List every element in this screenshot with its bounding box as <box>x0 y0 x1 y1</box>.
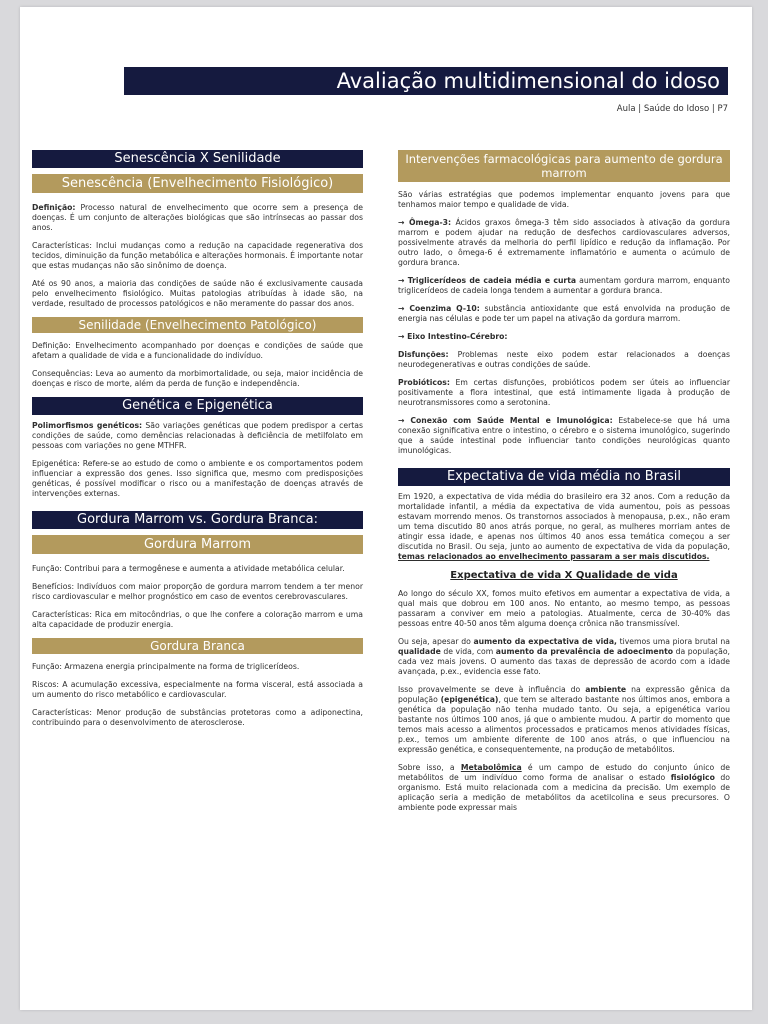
disfuncoes-paragraph: Disfunções: Problemas neste eixo podem estar relacionados a doenças neurodegenerativas e outras condições de saúde. <box>398 350 730 369</box>
branca-caracteristicas: Características: Menor produção de substâncias protetoras como a adiponectina, contribuindo para o desenvolvimento de aterosclerose. <box>32 708 363 727</box>
triglicerideos-paragraph: → Triglicerídeos de cadeia média e curta aumentam gordura marrom, enquanto triglicerídeos de cadeia longa tendem a aumentar a gordura branca. <box>398 276 730 295</box>
eixo-heading: → Eixo Intestino-Cérebro: <box>398 332 508 341</box>
senilidade-definition: Definição: Envelhecimento acompanhado por doenças e condições de saúde que afetam a qualidade de vida e a funcionalidade do indivíduo. <box>32 341 363 360</box>
right-column <box>398 150 730 821</box>
section-header-expectativa: Expectativa de vida média no Brasil <box>398 468 730 486</box>
subsection-header-senescencia: Senescência (Envelhecimento Fisiológico) <box>32 174 363 193</box>
page-title: Avaliação multidimensional do idoso <box>124 67 728 95</box>
section-header-gordura: Gordura Marrom vs. Gordura Branca: <box>32 511 363 529</box>
intervencoes-intro: São várias estratégias que podemos implementar enquanto jovens para que tenhamos maior tempo e qualidade de vida. <box>398 190 730 209</box>
qualidade-paragraph-4: Sobre isso, a Metabolômica é um campo de estudo do conjunto único de metabólitos de um indivíduo como forma de analisar o estado fisiológico do organismo. Está muito relacionada com a medicina da precisão. Um exemplo de aplicação seria a medição de metabólitos da acetilcolina e seus precursores. O ambiente pode expressar mais <box>398 763 730 812</box>
subsection-expectativa-qualidade: Expectativa de vida X Qualidade de vida <box>450 570 678 581</box>
section-header-senescencia-senilidade: Senescência X Senilidade <box>32 150 363 168</box>
section-header-intervencoes: Intervenções farmacológicas para aumento de gordura marrom <box>398 150 730 182</box>
marrom-funcao: Função: Contribui para a termogênese e aumenta a atividade metabólica celular. <box>32 564 345 573</box>
qualidade-paragraph-1: Ao longo do século XX, fomos muito efetivos em aumentar a expectativa de vida, a qual mais que dobrou em 100 anos. No entanto, ao mesmo tempo, as pessoas passaram a conviver em meio a patologias. Atualmente, cerca de 30-40% das pessoas entre 40-50 anos têm alguma doença crônica não transmissível. <box>398 589 730 628</box>
qualidade-paragraph-2: Ou seja, apesar do aumento da expectativa de vida, tivemos uma piora brutal na qualidade de vida, com aumento da prevalência de adoecimento da população, cada vez mais jovens. O aumento das taxas de depressão de acordo com a idade avançada, p.ex., evidencia esse fato. <box>398 637 730 676</box>
marrom-beneficios: Benefícios: Indivíduos com maior proporção de gordura marrom tendem a ter menor risco cardiovascular e melhor prognóstico em caso de eventos cerebrovasculares. <box>32 582 363 601</box>
senilidade-consequences: Consequências: Leva ao aumento da morbimortalidade, ou seja, maior incidência de doenças e risco de morte, além da perda de função e independência. <box>32 369 363 388</box>
section-header-genetica: Genética e Epigenética <box>32 397 363 415</box>
senescencia-definition: Definição: Processo natural de envelhecimento que ocorre sem a presença de doenças. É um conjunto de alterações biológicas que são intrínsecas ao passar dos anos. <box>32 203 363 232</box>
probioticos-paragraph: Probióticos: Em certas disfunções, probióticos podem ser úteis ao influenciar positivamente a flora intestinal, que está intimamente ligada à produção de neurotransmissores como a serotonina. <box>398 378 730 407</box>
branca-funcao: Função: Armazena energia principalmente na forma de triglicerídeos. <box>32 662 300 671</box>
document-page <box>20 7 752 1010</box>
subsection-header-gordura-marrom: Gordura Marrom <box>32 535 363 554</box>
page-subtitle: Aula | Saúde do Idoso | P7 <box>616 104 728 114</box>
marrom-caracteristicas: Características: Rica em mitocôndrias, o que lhe confere a coloração marrom e uma alta capacidade de produzir energia. <box>32 610 363 629</box>
polimorfismos-paragraph: Polimorfismos genéticos: São variações genéticas que podem predispor a certas condições de saúde, como demências relacionadas à deficiência de metilfolato em pessoas com variações no gene MTHFR. <box>32 421 363 450</box>
omega-paragraph: → Ômega-3: Ácidos graxos ômega-3 têm sido associados à ativação da gordura marrom e podem ajudar na redução de desfechos cardiovasculares adversos, possivelmente através da melhoria do perfil lipídico e redução da inflamação. Por outro lado, o ômega-6 é extremamente inflamatório e aumenta o acúmulo de gordura branca. <box>398 218 730 267</box>
expectativa-paragraph: Em 1920, a expectativa de vida média do brasileiro era 32 anos. Com a redução da mortalidade infantil, a média da expectativa de vida aumentou, pois as pessoas estavam morrendo menos. Os transtornos associados à menopausa, p.ex., não eram um tema discutido 80 anos atrás porque, no geral, as mulheres morriam antes de atingir essa idade, e apenas nos últimos 40 anos essa temática começou a ser discutida no Brasil. Ou seja, junto ao aumento de expectativa de vida da população, temas relacionados ao envelhecimento passaram a ser mais discutidos. <box>398 492 730 561</box>
senescencia-characteristics: Características: Inclui mudanças como a redução na capacidade regenerativa dos tecidos, diminuição da função metabólica e alterações hormonais. É importante notar que estas mudanças não são sinônimo de doença. <box>32 241 363 270</box>
conexao-paragraph: → Conexão com Saúde Mental e Imunológica: Estabelece-se que há uma conexão significativa entre o intestino, o cérebro e o sistema imunológico, sugerindo que a saúde intestinal pode influenciar tanto condições neurológicas quanto imunológicas. <box>398 416 730 455</box>
epigenetica-paragraph: Epigenética: Refere-se ao estudo de como o ambiente e os comportamentos podem influenciar a expressão dos genes. Isso significa que, mesmo com predisposições genéticas, é possível modificar o risco ou a manifestação de doenças através de intervenções externas. <box>32 459 363 498</box>
left-column <box>32 150 363 736</box>
subsection-header-senilidade: Senilidade (Envelhecimento Patológico) <box>32 317 363 333</box>
subsection-header-gordura-branca: Gordura Branca <box>32 638 363 654</box>
qualidade-paragraph-3: Isso provavelmente se deve à influência do ambiente na expressão gênica da população (epigenética), que tem se alterado bastante nos últimos anos, embora a genética da população não tenha mudado tanto. Ou seja, a epigenética variou bastante nos últimos 100 anos, já que o ambiente mudou. A partir do momento que temos mais acesso a alimentos processados e praticamos menos atividades físicas, p.ex., temos um ambiente diferente de 100 anos atrás, o que influenciou na expressão genética, e consequentemente, na produção de metabólitos. <box>398 685 730 754</box>
coenzima-paragraph: → Coenzima Q-10: substância antioxidante que está envolvida na produção de energia nas células e pode ter um papel na ativação da gordura marrom. <box>398 304 730 323</box>
branca-riscos: Riscos: A acumulação excessiva, especialmente na forma visceral, está associada a um aumento do risco metabólico e cardiovascular. <box>32 680 363 699</box>
senescencia-ate-90: Até os 90 anos, a maioria das condições de saúde não é exclusivamente causada pelo envelhecimento fisiológico. Muitas patologias atribuídas à idade são, na verdade, resultado de processos patológicos e não meramente do passar dos anos. <box>32 279 363 308</box>
